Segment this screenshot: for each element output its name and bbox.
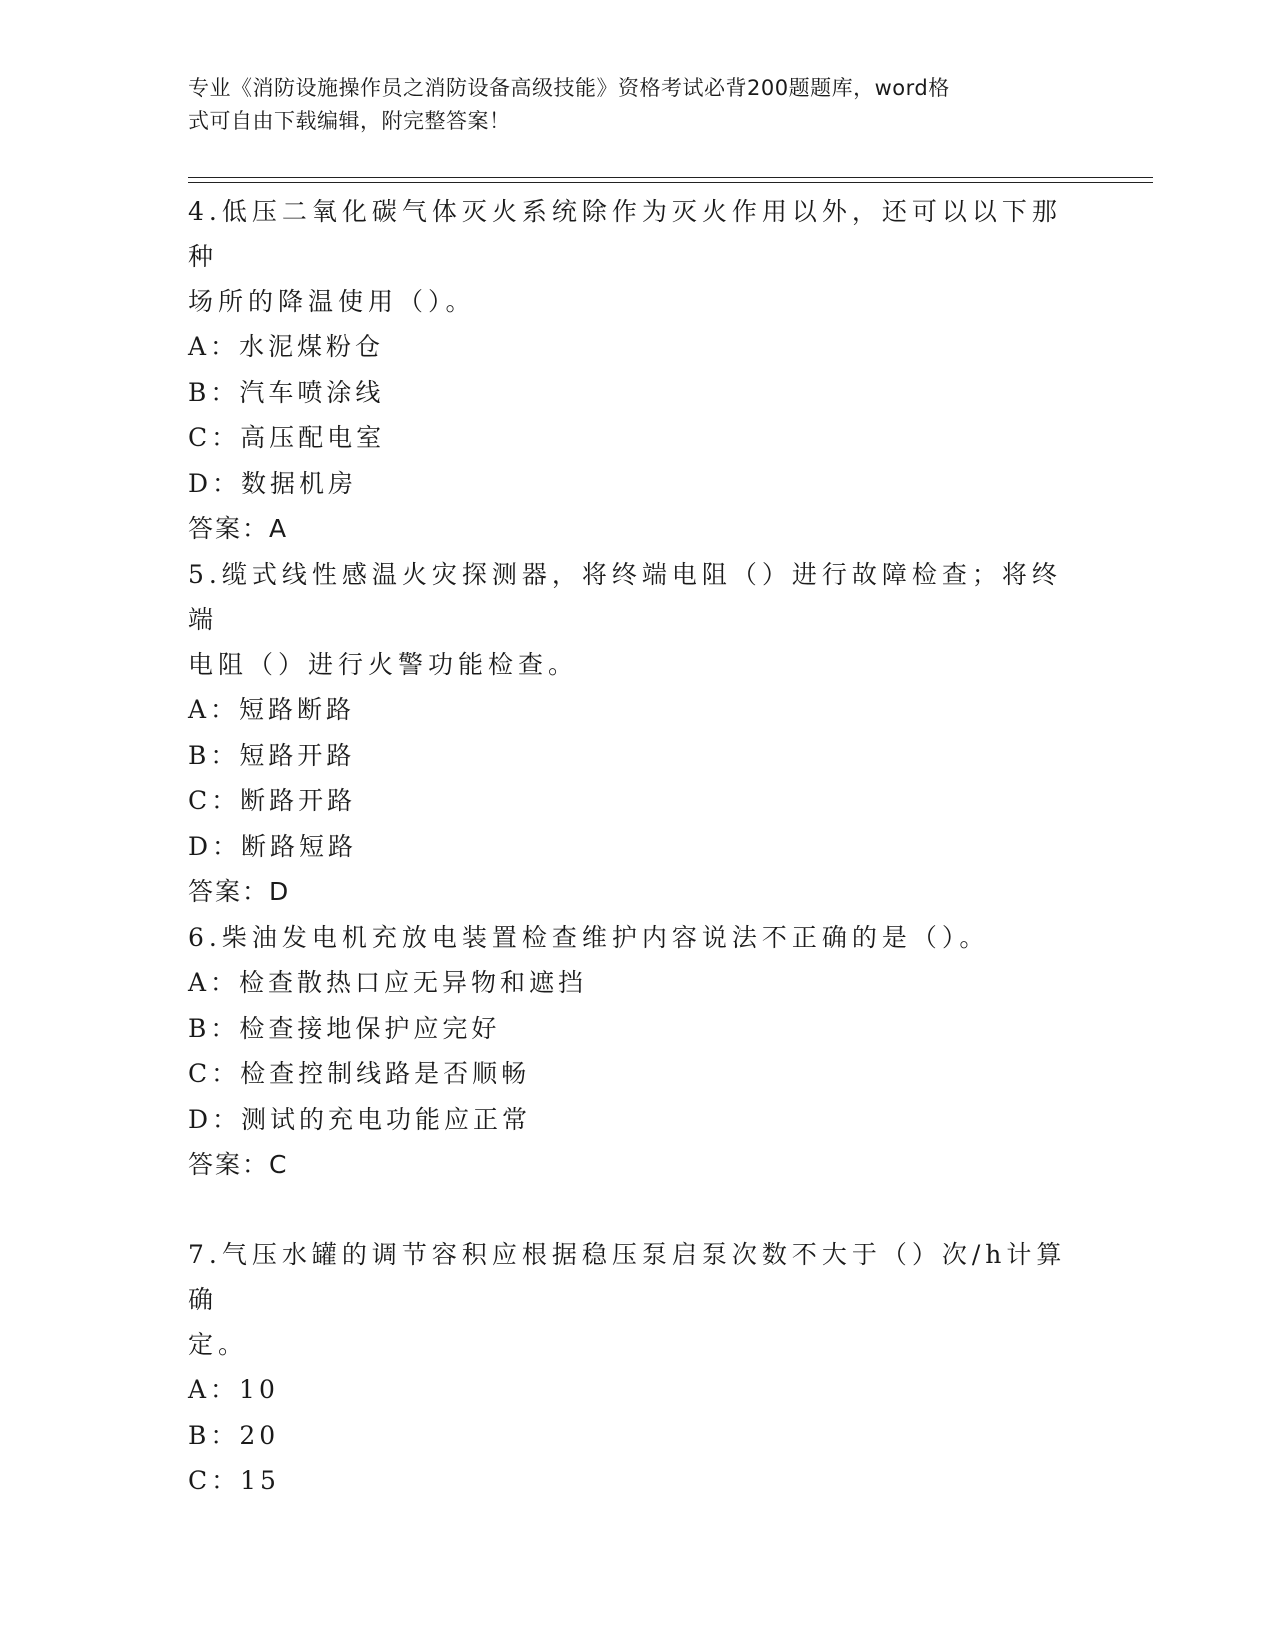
question-5 bbox=[188, 552, 1088, 914]
header-divider-top bbox=[188, 177, 1153, 178]
header-line-1: 专业《消防设施操作员之消防设备高级技能》资格考试必背200题题库，word格 bbox=[188, 76, 950, 100]
option-b: B：20 bbox=[188, 1420, 280, 1450]
option-b: B：检查接地保护应完好 bbox=[188, 1013, 501, 1043]
document-header bbox=[188, 72, 1088, 138]
option-a: A：检查散热口应无异物和遮挡 bbox=[188, 968, 588, 997]
option-a: A：短路断路 bbox=[188, 695, 356, 724]
option-c: C：高压配电室 bbox=[188, 423, 386, 452]
option-c: C：断路开路 bbox=[188, 786, 357, 815]
question-6 bbox=[188, 915, 1088, 1187]
answer-line: 答案：D bbox=[188, 877, 291, 906]
question-stem-line: 7.气压水罐的调节容积应根据稳压泵启泵次数不大于（）次/h计算确 bbox=[188, 1240, 1067, 1314]
question-4 bbox=[188, 189, 1088, 551]
option-c: C：15 bbox=[188, 1466, 280, 1495]
question-stem-line: 场所的降温使用（）。 bbox=[188, 287, 476, 316]
option-c: C：检查控制线路是否顺畅 bbox=[188, 1059, 531, 1088]
question-stem-line: 电阻（）进行火警功能检查。 bbox=[188, 650, 579, 679]
answer-line: 答案：C bbox=[188, 1150, 289, 1179]
option-d: D：测试的充电功能应正常 bbox=[188, 1104, 532, 1134]
question-stem-line: 4.低压二氧化碳气体灭火系统除作为灭火作用以外，还可以以下那种 bbox=[188, 197, 1062, 271]
option-b: B：汽车喷涂线 bbox=[188, 377, 385, 407]
option-b: B：短路开路 bbox=[188, 740, 356, 770]
option-d: D：断路短路 bbox=[188, 831, 358, 861]
header-divider-bottom bbox=[188, 182, 1153, 183]
answer-line: 答案：A bbox=[188, 514, 289, 543]
option-a: A：10 bbox=[188, 1375, 279, 1404]
header-line-2: 式可自由下载编辑，附完整答案！ bbox=[188, 109, 511, 133]
question-stem-line: 6.柴油发电机充放电装置检查维护内容说法不正确的是（）。 bbox=[188, 923, 990, 952]
option-d: D：数据机房 bbox=[188, 468, 358, 498]
question-stem-line: 5.缆式线性感温火灾探测器，将终端电阻（）进行故障检查；将终端 bbox=[188, 560, 1062, 634]
question-stem-line: 定。 bbox=[188, 1330, 249, 1359]
question-7 bbox=[188, 1232, 1088, 1504]
option-a: A：水泥煤粉仓 bbox=[188, 332, 385, 361]
